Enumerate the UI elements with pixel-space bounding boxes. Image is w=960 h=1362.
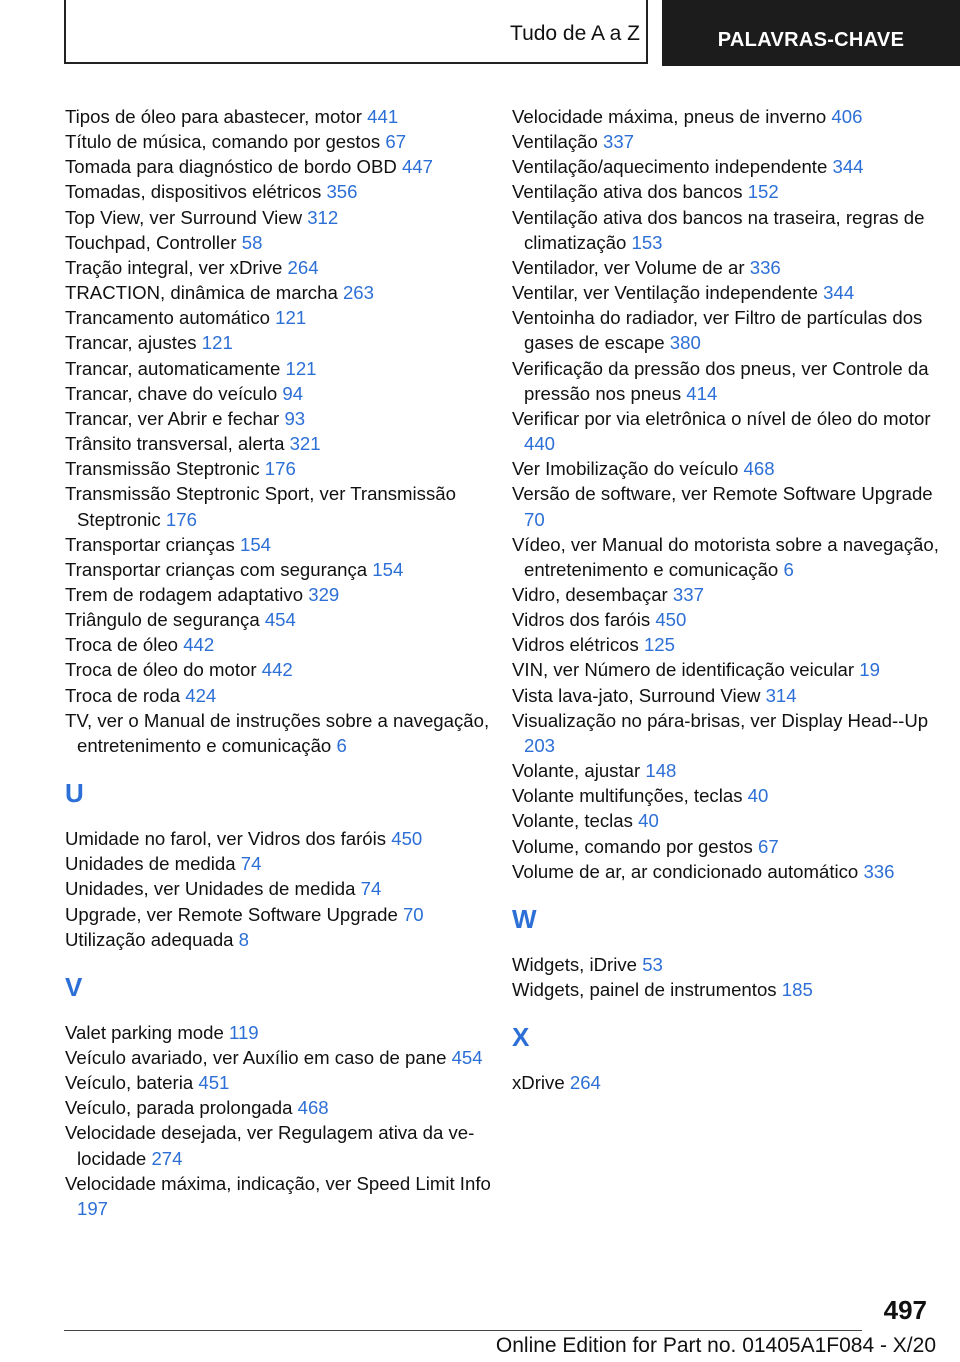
- index-entry-term: Volante, teclas: [512, 810, 633, 832]
- index-entry-term: Valet parking mode: [65, 1021, 224, 1043]
- index-entry-page-link[interactable]: 154: [372, 558, 404, 580]
- index-entry-page-link[interactable]: 121: [201, 332, 233, 354]
- index-entry-page-link[interactable]: 450: [655, 609, 687, 631]
- index-entry-term: Veículo, bateria: [65, 1072, 194, 1094]
- index-entry-term: Troca de roda: [65, 684, 181, 706]
- index-entry-term: Volante multifunções, teclas: [512, 785, 743, 807]
- index-entry-term: Trem de rodagem adaptativo: [65, 583, 304, 605]
- index-entry: [512, 834, 942, 859]
- index-entry-term: Upgrade, ver Remote Software Upgrade: [65, 903, 398, 925]
- index-entry-page-link[interactable]: 442: [261, 659, 293, 681]
- index-entry-term: Unidades de medida: [65, 853, 236, 875]
- index-entry-page-link[interactable]: 125: [643, 634, 675, 656]
- index-entry-term: Trancar, ver Abrir e fechar: [65, 407, 280, 429]
- index-entry: [512, 758, 942, 783]
- index-entry: [512, 708, 942, 758]
- index-entry: [512, 952, 942, 977]
- index-entry-page-link[interactable]: 424: [185, 684, 217, 706]
- index-entry-page-link[interactable]: 356: [326, 181, 358, 203]
- index-entry-term: Tomada para diagnóstico de bordo OBD: [65, 156, 397, 178]
- index-entry: [65, 683, 495, 708]
- index-entry-page-link[interactable]: 450: [391, 828, 423, 850]
- index-entry-term: Veículo, parada prolongada: [65, 1097, 293, 1119]
- index-entry-page-link[interactable]: 153: [631, 231, 663, 253]
- index-entry-page-link[interactable]: 8: [238, 928, 250, 950]
- section-title: Tudo de A a Z: [510, 22, 640, 45]
- index-entry-term: Ventilar, ver Ventilação independente: [512, 282, 818, 304]
- index-entry: [512, 859, 942, 884]
- index-entry-term: Vidros elétricos: [512, 634, 639, 656]
- index-entry: [512, 104, 942, 129]
- index-entry-page-link[interactable]: 454: [264, 609, 296, 631]
- index-entry: [512, 1070, 942, 1095]
- index-entry: [512, 255, 942, 280]
- index-entry-page-link[interactable]: 344: [823, 282, 855, 304]
- index-entry-page-link[interactable]: 263: [342, 282, 374, 304]
- footer-edition: Online Edition for Part no. 01405A1F084 - X/20: [495, 1334, 936, 1357]
- index-entry: [65, 255, 495, 280]
- index-entry-page-link[interactable]: 58: [241, 231, 263, 253]
- index-entry-term: Versão de software, ver Remote Software Upgrade: [512, 483, 933, 505]
- index-entry: [512, 129, 942, 154]
- index-entry-page-link[interactable]: 19: [859, 659, 880, 681]
- index-entry-page-link[interactable]: 74: [240, 853, 262, 875]
- index-entry-page-link[interactable]: 154: [240, 533, 272, 555]
- index-entry-page-link[interactable]: 53: [642, 953, 663, 975]
- index-entry-term: Top View, ver Surround View: [65, 206, 303, 228]
- index-entry-page-link[interactable]: 264: [569, 1072, 601, 1094]
- index-entry-term: Volante, ajustar: [512, 760, 641, 782]
- index-entry: [512, 305, 942, 355]
- index-entry-page-link[interactable]: 121: [275, 307, 307, 329]
- index-entry-term: Tração integral, ver xDrive: [65, 256, 283, 278]
- index-entry: [512, 179, 942, 204]
- index-entry-page-link[interactable]: 468: [743, 458, 775, 480]
- index-entry-page-link[interactable]: 176: [264, 458, 296, 480]
- index-entry-page-link[interactable]: 121: [285, 357, 317, 379]
- index-entry-term: Vidros dos faróis: [512, 609, 651, 631]
- index-entry: [65, 1045, 495, 1070]
- index-entry-term: Umidade no farol, ver Vidros dos faróis: [65, 828, 387, 850]
- index-column-left: [65, 104, 495, 1221]
- index-letter-heading: U: [65, 778, 84, 809]
- index-entry: [65, 104, 495, 129]
- index-entry-term: Transportar crianças: [65, 533, 235, 555]
- index-entry-term: Unidades, ver Unidades de medida: [65, 878, 356, 900]
- index-entry: [65, 481, 495, 531]
- index-entry-page-link[interactable]: 468: [297, 1097, 329, 1119]
- index-entry-page-link[interactable]: 336: [863, 860, 895, 882]
- index-entry: [65, 230, 495, 255]
- index-entry-term: Widgets, painel de instrumentos: [512, 979, 777, 1000]
- index-entry-term: Velocidade máxima, pneus de inverno: [512, 106, 827, 127]
- index-entry-term: Título de música, comando por gestos: [65, 131, 381, 153]
- index-entry: [512, 205, 942, 255]
- index-entry: [512, 280, 942, 305]
- index-entry-page-link[interactable]: 329: [308, 583, 340, 605]
- index-entry-term: Troca de óleo do motor: [65, 659, 257, 681]
- index-entry-page-link[interactable]: 447: [401, 156, 433, 178]
- index-entry: [65, 657, 495, 682]
- index-entry-page-link[interactable]: 264: [287, 256, 319, 278]
- index-entry-page-link[interactable]: 203: [524, 734, 556, 756]
- index-entry: [512, 783, 942, 808]
- index-entry: [65, 1120, 495, 1170]
- index-entry-term: VIN, ver Número de identificação veicular: [512, 659, 855, 681]
- index-column-right: [512, 104, 942, 1095]
- index-entry-term: Verificar por via eletrônica o nível de óleo do motor: [512, 407, 931, 429]
- index-entry: [65, 607, 495, 632]
- index-entry-term: Velocidade máxima, indicação, ver Speed Limit Info: [65, 1172, 491, 1194]
- index-entry-term: Utilização adequada: [65, 928, 234, 950]
- index-entry-term: Vidro, desembaçar: [512, 583, 668, 605]
- index-entry-page-link[interactable]: 406: [831, 106, 863, 127]
- index-entry-term: Ventilador, ver Volume de ar: [512, 256, 745, 278]
- index-entry-page-link[interactable]: 152: [747, 181, 779, 203]
- index-entry-page-link[interactable]: 337: [602, 131, 635, 153]
- index-entry-term: Troca de óleo: [65, 634, 179, 656]
- index-entry-term: Ver Imobilização do veículo: [512, 458, 739, 480]
- chapter-tab: PALAVRAS-CHAVE: [662, 0, 960, 66]
- index-entry-page-link[interactable]: 197: [77, 1197, 109, 1219]
- index-entry-term: Volume, comando por gestos: [512, 835, 753, 857]
- index-entry-term: Veículo avariado, ver Auxílio em caso de pane: [65, 1047, 447, 1068]
- index-entry: [512, 356, 942, 406]
- index-entry-page-link[interactable]: 176: [165, 508, 197, 530]
- index-entry: [512, 154, 942, 179]
- index-entry-page-link[interactable]: 441: [367, 106, 399, 127]
- index-entry: [65, 280, 495, 305]
- index-entry-page-link[interactable]: 70: [524, 508, 545, 530]
- index-entry-page-link[interactable]: 336: [749, 256, 781, 278]
- index-entry: [512, 657, 942, 682]
- index-entry: [65, 851, 495, 876]
- index-entry: [65, 1095, 495, 1120]
- index-entry: [512, 481, 942, 531]
- index-entry: [512, 532, 942, 582]
- index-entry-term: Tipos de óleo para abastecer, motor: [65, 106, 362, 127]
- index-entry-term: Volume de ar, ar condicionado automático: [512, 860, 859, 882]
- index-entry: [512, 607, 942, 632]
- index-entry: [65, 330, 495, 355]
- index-entry-page-link[interactable]: 454: [451, 1047, 483, 1068]
- index-entry-page-link[interactable]: 312: [307, 206, 339, 228]
- index-entry-term: Trancamento automático: [65, 307, 270, 329]
- index-entry-term: Transmissão Steptronic: [65, 458, 260, 480]
- index-entry: [512, 406, 942, 456]
- index-entry: [65, 876, 495, 901]
- index-entry-page-link[interactable]: 442: [183, 634, 215, 656]
- index-entry-term: TV, ver o Manual de instruções sobre a navegação, entretenimento e comunicação: [65, 709, 490, 756]
- index-entry: [65, 708, 495, 758]
- index-entry-term: TRACTION, dinâmica de marcha: [65, 282, 338, 304]
- index-entry: [65, 1171, 495, 1221]
- index-entry-page-link[interactable]: 119: [229, 1021, 259, 1043]
- index-entry-term: Tomadas, dispositivos elétricos: [65, 181, 322, 203]
- index-entry-page-link[interactable]: 148: [645, 760, 677, 782]
- index-entry: [512, 977, 942, 1002]
- index-entry-term: Visualização no pára-brisas, ver Display Head-⁠-Up: [512, 709, 929, 731]
- index-entry-term: Ventilação ativa dos bancos: [512, 181, 743, 203]
- index-entry: [65, 154, 495, 179]
- index-entry: [65, 356, 495, 381]
- index-entry: [65, 456, 495, 481]
- index-entry-page-link[interactable]: 314: [765, 684, 797, 706]
- index-entry: [512, 683, 942, 708]
- index-entry-term: Trancar, ajustes: [65, 332, 197, 354]
- index-entry-page-link[interactable]: 440: [524, 433, 556, 455]
- index-entry-page-link[interactable]: 185: [781, 979, 813, 1000]
- index-entry: [65, 826, 495, 851]
- index-entry: [65, 582, 495, 607]
- index-entry-term: Ventilação/aquecimento independente: [512, 156, 828, 178]
- index-entry-term: Triângulo de segurança: [65, 609, 260, 631]
- index-letter-heading: V: [65, 971, 83, 1002]
- index-entry: [65, 1020, 495, 1045]
- index-entry-term: Velocidade desejada, ver Regulagem ativa da velocidade: [65, 1122, 475, 1169]
- index-entry-term: Transmissão Steptronic Sport, ver Transmissão Steptronic: [65, 483, 456, 530]
- index-entry-term: Transportar crianças com segurança: [65, 558, 368, 580]
- index-letter-heading: W: [512, 903, 537, 934]
- index-entry-page-link[interactable]: 274: [151, 1147, 183, 1169]
- index-entry-page-link[interactable]: 344: [832, 156, 864, 178]
- index-entry: [65, 532, 495, 557]
- index-entry-page-link[interactable]: 74: [360, 878, 382, 900]
- page-number: 497: [883, 1295, 927, 1325]
- index-entry-term: Ventilação ativa dos bancos na traseira, regras de climatização: [512, 206, 925, 253]
- index-entry-page-link[interactable]: 6: [336, 734, 347, 756]
- index-entry-term: Vídeo, ver Manual do motorista sobre a navegação, entretenimento e comunicação: [512, 533, 939, 580]
- index-entry-page-link[interactable]: 40: [638, 810, 659, 832]
- index-entry-term: Vista lava-jato, Surround View: [512, 684, 761, 706]
- index-entry: [65, 557, 495, 582]
- index-entry-page-link[interactable]: 94: [282, 382, 304, 404]
- index-entry: [65, 205, 495, 230]
- index-entry: [65, 381, 495, 406]
- index-entry-page-link[interactable]: 67: [385, 131, 407, 153]
- index-letter-heading: X: [512, 1022, 530, 1053]
- index-entry-term: Touchpad, Controller: [65, 231, 237, 253]
- index-entry-term: Ventoinha do radiador, ver Filtro de partículas dos gases de escape: [512, 307, 923, 354]
- index-entry: [65, 406, 495, 431]
- index-entry-term: Trânsito transversal, alerta: [65, 433, 285, 455]
- index-entry: [512, 808, 942, 833]
- index-entry-page-link[interactable]: 451: [198, 1072, 230, 1094]
- index-entry: [65, 927, 495, 952]
- index-entry: [65, 129, 495, 154]
- index-entry: [65, 431, 495, 456]
- index-entry-term: Widgets, iDrive: [512, 953, 638, 975]
- index-entry-page-link[interactable]: 380: [669, 332, 701, 354]
- index-entry-term: Verificação da pressão dos pneus, ver Controle da pressão nos pneus: [512, 357, 929, 404]
- index-entry-term: Trancar, automaticamente: [65, 357, 281, 379]
- index-entry-page-link[interactable]: 321: [289, 433, 321, 455]
- index-entry-page-link[interactable]: 67: [758, 835, 779, 857]
- index-entry: [65, 632, 495, 657]
- index-entry: [65, 1070, 495, 1095]
- index-entry-term: Trancar, chave do veículo: [65, 382, 278, 404]
- index-entry-page-link[interactable]: 6: [783, 558, 794, 580]
- index-entry-page-link[interactable]: 414: [686, 382, 718, 404]
- index-entry-page-link[interactable]: 93: [284, 407, 306, 429]
- footer-divider: [64, 1330, 862, 1331]
- index-entry-term: xDrive: [512, 1072, 565, 1094]
- index-entry: [512, 632, 942, 657]
- index-entry: [512, 456, 942, 481]
- index-entry-page-link[interactable]: 337: [672, 583, 704, 605]
- index-entry-term: Ventilação: [512, 131, 598, 153]
- index-entry: [65, 305, 495, 330]
- index-entry: [512, 582, 942, 607]
- index-entry: [65, 902, 495, 927]
- index-entry-page-link[interactable]: 70: [402, 903, 424, 925]
- index-entry-page-link[interactable]: 40: [747, 785, 769, 807]
- index-entry: [65, 179, 495, 204]
